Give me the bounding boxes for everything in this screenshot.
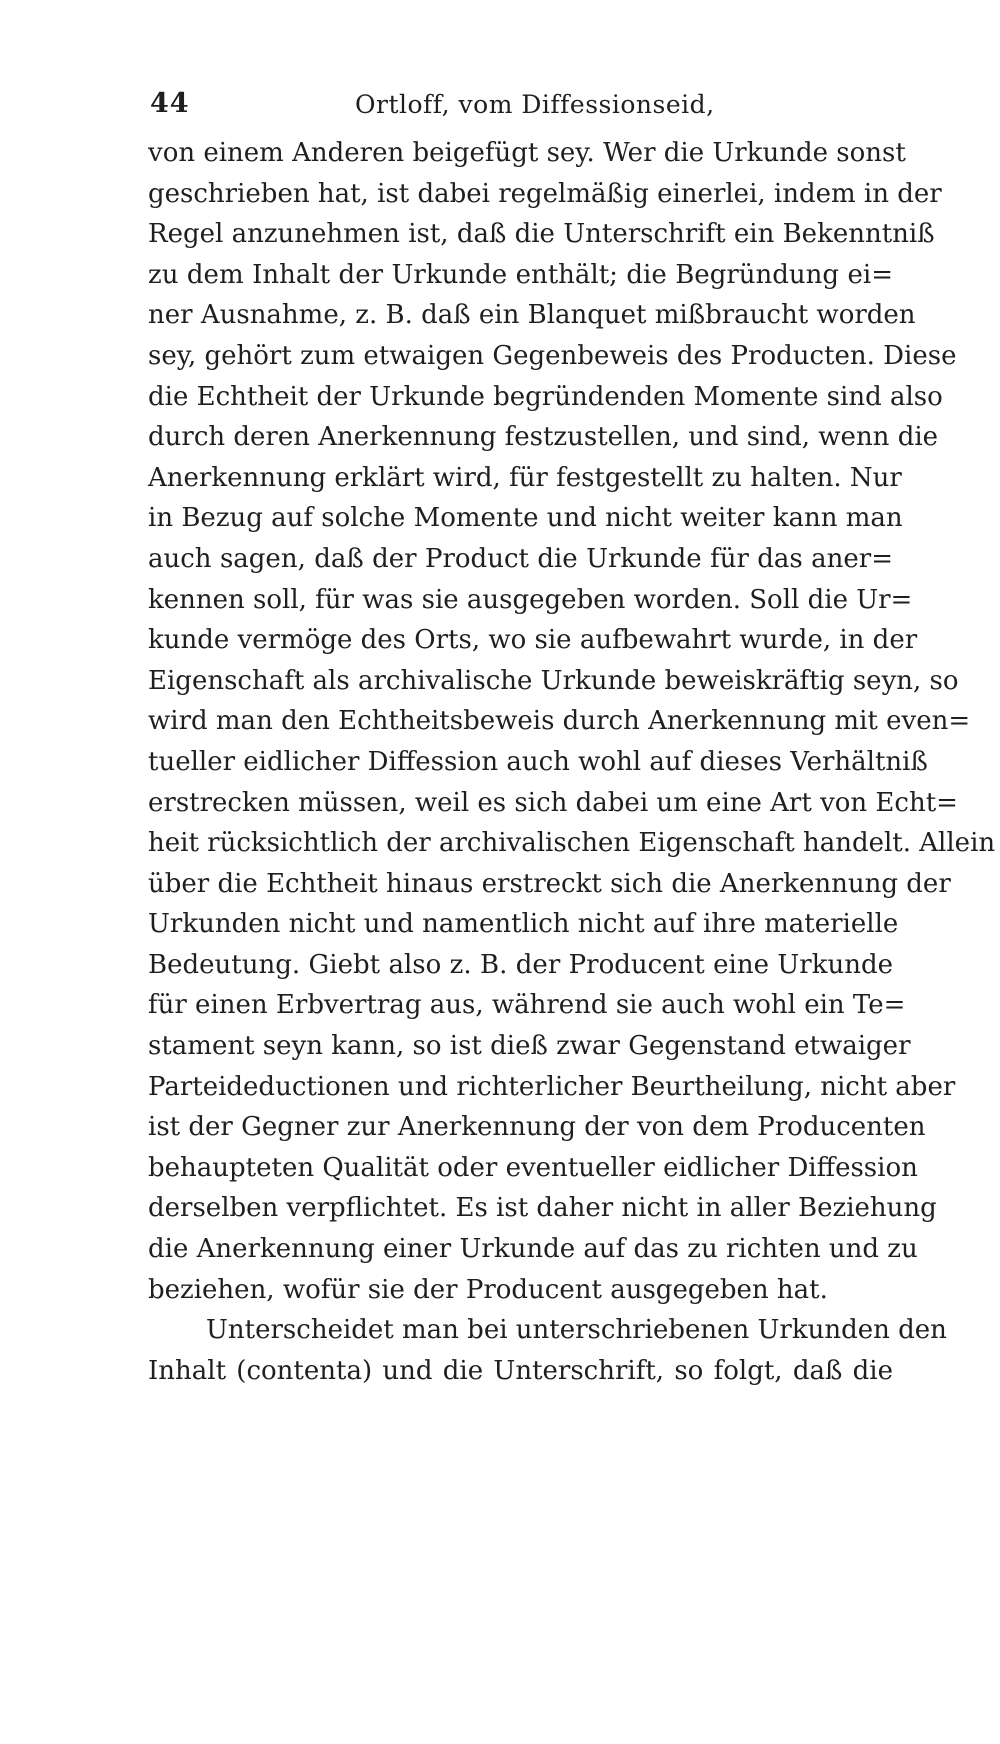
text-line: tueller eidlicher Diffession auch wohl auf dieses Verhältniß	[148, 746, 928, 777]
text-line: derselben verpflichtet. Es ist daher nicht in aller Beziehung	[148, 1193, 937, 1224]
text-line: kennen soll, für was sie ausgegeben worden. Soll die Ur=	[148, 584, 913, 615]
text-line: in Bezug auf solche Momente und nicht weiter kann man	[148, 503, 903, 534]
text-line: zu dem Inhalt der Urkunde enthält; die Begründung ei=	[148, 259, 893, 290]
text-line: die Echtheit der Urkunde begründenden Momente sind also	[148, 381, 943, 412]
running-head	[150, 88, 890, 128]
text-line: behaupteten Qualität oder eventueller eidlicher Diffession	[148, 1152, 918, 1183]
body-text	[148, 133, 996, 1391]
text-line: sey, gehört zum etwaigen Gegenbeweis des Producten. Diese	[148, 340, 957, 371]
text-line: Urkunden nicht und namentlich nicht auf ihre materielle	[148, 909, 899, 940]
page-number: 44	[150, 88, 190, 119]
text-line: auch sagen, daß der Product die Urkunde für das aner=	[148, 543, 893, 574]
text-line: ist der Gegner zur Anerkennung der von dem Producenten	[148, 1112, 926, 1143]
text-line: für einen Erbvertrag aus, während sie auch wohl ein Te=	[148, 990, 906, 1021]
text-line: geschrieben hat, ist dabei regelmäßig einerlei, indem in der	[148, 178, 942, 209]
text-line: Eigenschaft als archivalische Urkunde beweiskräftig seyn, so	[148, 665, 959, 696]
text-line: beziehen, wofür sie der Producent ausgegeben hat.	[148, 1274, 828, 1305]
text-line: wird man den Echtheitsbeweis durch Anerkennung mit even=	[148, 706, 971, 737]
text-line: kunde vermöge des Orts, wo sie aufbewahrt wurde, in der	[148, 625, 918, 656]
text-line: von einem Anderen beigefügt sey. Wer die Urkunde sonst	[148, 138, 906, 168]
text-line: Regel anzunehmen ist, daß die Unterschrift ein Bekenntniß	[148, 219, 935, 250]
running-title: Ortloff, vom Diffessionseid,	[355, 90, 715, 119]
text-line: Parteideductionen und richterlicher Beurtheilung, nicht aber	[148, 1071, 956, 1102]
text-line: erstrecken müssen, weil es sich dabei um eine Art von Echt=	[148, 787, 958, 818]
text-line: über die Echtheit hinaus erstreckt sich die Anerkennung der	[148, 868, 951, 899]
text-line: Inhalt (contenta) und die Unterschrift, so folgt, daß die	[148, 1355, 893, 1386]
text-line: ner Ausnahme, z. B. daß ein Blanquet mißbraucht worden	[148, 300, 916, 331]
text-line: stament seyn kann, so ist dieß zwar Gegenstand etwaiger	[148, 1031, 911, 1062]
text-line: Unterscheidet man bei unterschriebenen Urkunden den	[206, 1315, 947, 1346]
text-line: Bedeutung. Giebt also z. B. der Producent eine Urkunde	[148, 949, 893, 980]
text-line: heit rücksichtlich der archivalischen Eigenschaft handelt. Allein	[148, 828, 996, 859]
text-line: die Anerkennung einer Urkunde auf das zu richten und zu	[148, 1234, 918, 1265]
text-line: Anerkennung erklärt wird, für festgestellt zu halten. Nur	[148, 462, 902, 493]
text-line: durch deren Anerkennung festzustellen, und sind, wenn die	[148, 422, 939, 453]
